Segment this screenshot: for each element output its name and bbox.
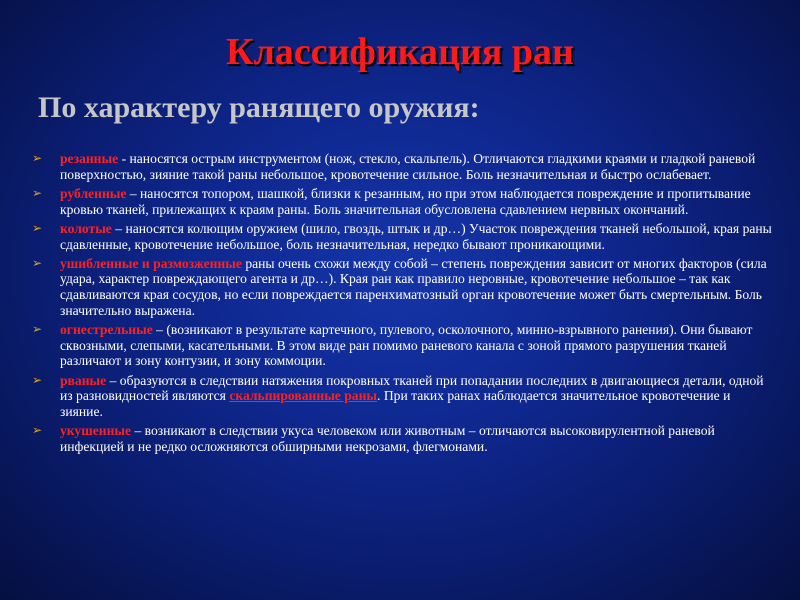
term-label: ушибленные и размозженные (60, 255, 242, 271)
slide-title: Классификация ран (226, 31, 574, 73)
arrow-bullet-icon: ➢ (32, 220, 43, 235)
term-description: – наносятся колющим оружием (шило, гвоздь, штык и др…) Участок повреждения тканей небольшой, края раны сдавленные, кровотечение небольшое, боль незначительная, нередко бывают проникающими. (60, 220, 772, 252)
arrow-bullet-icon: ➢ (32, 151, 43, 165)
arrow-bullet-icon: ➢ (32, 185, 43, 200)
arrow-bullet-icon: ➢ (32, 423, 43, 438)
list-item-lacerated (30, 373, 775, 420)
list-item-bitten (30, 423, 775, 454)
slide-subtitle: По характеру ранящего оружия: (38, 91, 480, 124)
scalped-wounds-link[interactable]: скальпированные раны (229, 388, 378, 404)
term-label: рубленные (60, 185, 127, 201)
term-label: колотые (60, 220, 112, 236)
term-label: резанные (60, 151, 119, 166)
list-item-gunshot (30, 322, 775, 369)
term-description-after: . При таких ранах наблюдается значительное кровотечение и зияние. (60, 388, 731, 420)
term-label: укушенные (60, 423, 132, 439)
term-label: рваные (60, 372, 107, 388)
term-description: раны очень схожи между собой – степень повреждения зависит от многих факторов (сила удара, характер повреждающего агента и др…). Края ран как правило неровные, кровотечение небольшое – так как сдавливаются края сосудов, но если повреждается паренхиматозный орган кровотечение может быть смертельным. Боль значительно выражена. (60, 255, 767, 318)
term-description: – наносятся топором, шашкой, близки к резанным, но при этом наблюдается повреждение и пропитывание кровью тканей, прилежащих к краям раны. Боль значительная обусловлена сдавлением нервных окончаний. (60, 185, 751, 217)
arrow-bullet-icon: ➢ (32, 255, 43, 270)
term-description-before: – образуются в следствии натяжения покровных тканей при попадании последних в двигающиеся детали, одной из разновидностей являются (60, 372, 764, 404)
term-label: огнестрельные (60, 322, 153, 338)
list-item-chopped (30, 186, 775, 217)
list-item-cut (30, 151, 775, 182)
term-description: - наносятся острым инструментом (нож, стекло, скальпель). Отличаются гладкими краями и гладкой раневой поверхностью, зияние такой раны небольшое, кровотечение сильное. Боль незначительная и быстро ослабевает. (60, 151, 756, 182)
term-description: – (возникают в результате картечного, пулевого, осколочного, минно-взрывного ранения). Они бывают сквозными, слепыми, касательными. В этом виде ран помимо раневого канала с зоной прямого разрушения тканей различают и зону контузии, и зону коммоции. (60, 322, 753, 369)
list-item-stab (30, 221, 775, 252)
term-description: – возникают в следствии укуса человеком или животным – отличаются высоковирулентной раневой инфекцией и не редко осложняются обширными некрозами, флегмонами. (60, 423, 715, 454)
list-item-bruised (30, 256, 775, 319)
arrow-bullet-icon: ➢ (32, 322, 43, 337)
arrow-bullet-icon: ➢ (32, 372, 43, 387)
bullet-list (30, 151, 775, 458)
